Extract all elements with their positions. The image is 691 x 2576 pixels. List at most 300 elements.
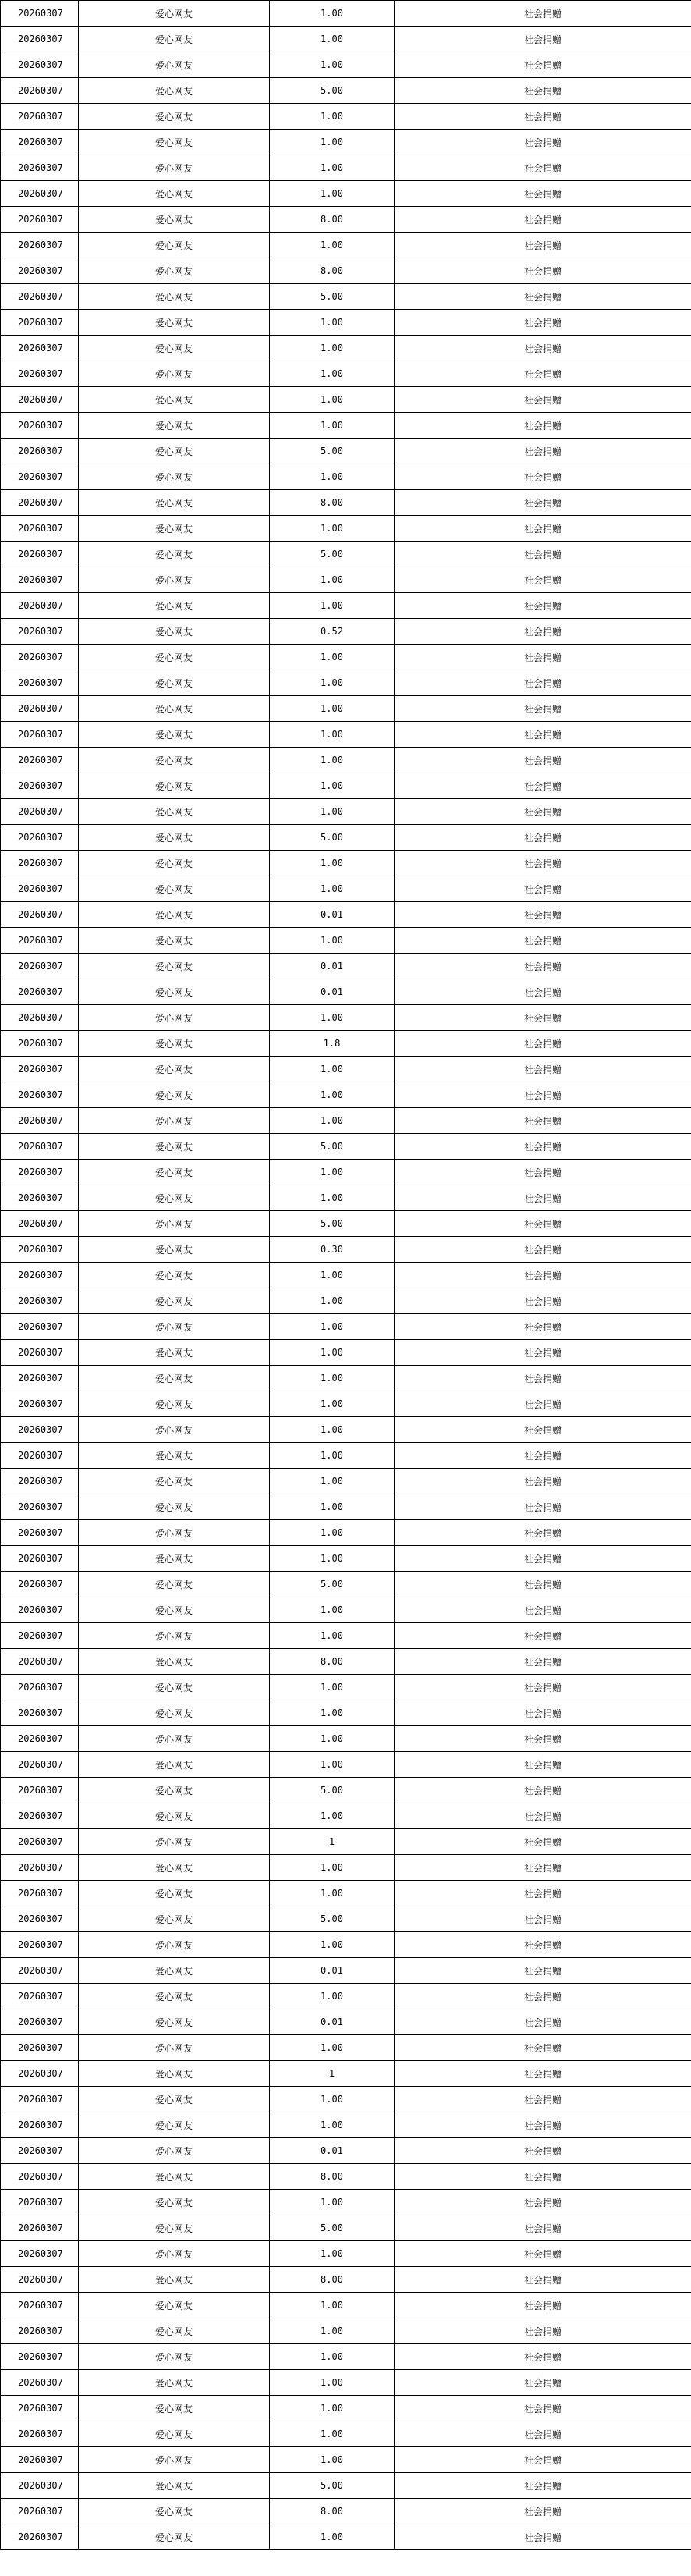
amount-cell: 1.00 xyxy=(270,1108,395,1134)
table-row xyxy=(1,876,691,902)
type-cell: 社会捐赠 xyxy=(395,361,691,387)
table-row xyxy=(1,1778,691,1803)
donor-cell: 爱心网友 xyxy=(79,1469,270,1494)
table-row xyxy=(1,1546,691,1572)
table-row xyxy=(1,361,691,387)
table-row xyxy=(1,2241,691,2267)
table-row xyxy=(1,1649,691,1675)
donor-cell: 爱心网友 xyxy=(79,233,270,258)
donor-cell: 爱心网友 xyxy=(79,542,270,567)
type-cell: 社会捐赠 xyxy=(395,851,691,876)
donor-cell: 爱心网友 xyxy=(79,2499,270,2524)
type-cell: 社会捐赠 xyxy=(395,1185,691,1211)
date-cell: 20260307 xyxy=(1,696,79,722)
date-cell: 20260307 xyxy=(1,851,79,876)
date-cell: 20260307 xyxy=(1,593,79,619)
donor-cell: 爱心网友 xyxy=(79,1855,270,1881)
amount-cell: 1.00 xyxy=(270,1185,395,1211)
type-cell: 社会捐赠 xyxy=(395,1700,691,1726)
amount-cell: 1.00 xyxy=(270,2112,395,2138)
table-row xyxy=(1,670,691,696)
date-cell: 20260307 xyxy=(1,2061,79,2087)
donor-cell: 爱心网友 xyxy=(79,1,270,27)
amount-cell: 1.00 xyxy=(270,696,395,722)
type-cell: 社会捐赠 xyxy=(395,2267,691,2293)
amount-cell: 5.00 xyxy=(270,78,395,104)
table-row xyxy=(1,310,691,336)
table-row xyxy=(1,1829,691,1855)
donor-cell: 爱心网友 xyxy=(79,1546,270,1572)
donor-cell: 爱心网友 xyxy=(79,851,270,876)
type-cell: 社会捐赠 xyxy=(395,1237,691,1263)
date-cell: 20260307 xyxy=(1,1160,79,1185)
date-cell: 20260307 xyxy=(1,490,79,516)
table-row xyxy=(1,2061,691,2087)
donor-cell: 爱心网友 xyxy=(79,1263,270,1288)
amount-cell: 1.00 xyxy=(270,1752,395,1778)
donor-cell: 爱心网友 xyxy=(79,1597,270,1623)
donor-cell: 爱心网友 xyxy=(79,593,270,619)
type-cell: 社会捐赠 xyxy=(395,825,691,851)
type-cell: 社会捐赠 xyxy=(395,181,691,207)
type-cell: 社会捐赠 xyxy=(395,1778,691,1803)
table-row xyxy=(1,542,691,567)
amount-cell: 1.00 xyxy=(270,851,395,876)
table-row xyxy=(1,1340,691,1366)
date-cell: 20260307 xyxy=(1,1263,79,1288)
date-cell: 20260307 xyxy=(1,2370,79,2396)
donor-cell: 爱心网友 xyxy=(79,464,270,490)
donor-cell: 爱心网友 xyxy=(79,1520,270,1546)
table-row xyxy=(1,104,691,130)
table-row xyxy=(1,1288,691,1314)
table-row xyxy=(1,1623,691,1649)
amount-cell: 1.00 xyxy=(270,1984,395,2009)
amount-cell: 0.01 xyxy=(270,1958,395,1984)
date-cell: 20260307 xyxy=(1,207,79,233)
amount-cell: 1.00 xyxy=(270,155,395,181)
type-cell: 社会捐赠 xyxy=(395,1906,691,1932)
type-cell: 社会捐赠 xyxy=(395,258,691,284)
amount-cell: 5.00 xyxy=(270,284,395,310)
type-cell: 社会捐赠 xyxy=(395,902,691,928)
amount-cell: 1.00 xyxy=(270,2524,395,2550)
donor-cell: 爱心网友 xyxy=(79,954,270,979)
date-cell: 20260307 xyxy=(1,1005,79,1031)
type-cell: 社会捐赠 xyxy=(395,1623,691,1649)
date-cell: 20260307 xyxy=(1,2035,79,2061)
type-cell: 社会捐赠 xyxy=(395,2241,691,2267)
type-cell: 社会捐赠 xyxy=(395,696,691,722)
amount-cell: 1.00 xyxy=(270,670,395,696)
date-cell: 20260307 xyxy=(1,979,79,1005)
table-row xyxy=(1,2396,691,2421)
type-cell: 社会捐赠 xyxy=(395,2421,691,2447)
date-cell: 20260307 xyxy=(1,233,79,258)
table-row xyxy=(1,1314,691,1340)
donation-table-body xyxy=(1,1,691,2550)
amount-cell: 1.00 xyxy=(270,310,395,336)
date-cell: 20260307 xyxy=(1,1391,79,1417)
amount-cell: 1.00 xyxy=(270,2293,395,2318)
amount-cell: 0.52 xyxy=(270,619,395,645)
date-cell: 20260307 xyxy=(1,336,79,361)
date-cell: 20260307 xyxy=(1,104,79,130)
type-cell: 社会捐赠 xyxy=(395,2318,691,2344)
type-cell: 社会捐赠 xyxy=(395,1881,691,1906)
amount-cell: 0.01 xyxy=(270,2138,395,2164)
donor-cell: 爱心网友 xyxy=(79,181,270,207)
date-cell: 20260307 xyxy=(1,2473,79,2499)
donor-cell: 爱心网友 xyxy=(79,1160,270,1185)
date-cell: 20260307 xyxy=(1,1984,79,2009)
type-cell: 社会捐赠 xyxy=(395,1082,691,1108)
date-cell: 20260307 xyxy=(1,1211,79,1237)
amount-cell: 1.00 xyxy=(270,773,395,799)
date-cell: 20260307 xyxy=(1,1185,79,1211)
type-cell: 社会捐赠 xyxy=(395,27,691,52)
donor-cell: 爱心网友 xyxy=(79,876,270,902)
date-cell: 20260307 xyxy=(1,1520,79,1546)
donor-cell: 爱心网友 xyxy=(79,490,270,516)
table-row xyxy=(1,2112,691,2138)
table-row xyxy=(1,1958,691,1984)
amount-cell: 1.00 xyxy=(270,1855,395,1881)
date-cell: 20260307 xyxy=(1,387,79,413)
donor-cell: 爱心网友 xyxy=(79,1340,270,1366)
amount-cell: 5.00 xyxy=(270,2215,395,2241)
amount-cell: 1.00 xyxy=(270,1005,395,1031)
amount-cell: 1.00 xyxy=(270,1700,395,1726)
donor-cell: 爱心网友 xyxy=(79,1623,270,1649)
date-cell: 20260307 xyxy=(1,722,79,748)
date-cell: 20260307 xyxy=(1,1597,79,1623)
table-row xyxy=(1,2370,691,2396)
type-cell: 社会捐赠 xyxy=(395,1366,691,1391)
amount-cell: 1.00 xyxy=(270,876,395,902)
type-cell: 社会捐赠 xyxy=(395,155,691,181)
type-cell: 社会捐赠 xyxy=(395,130,691,155)
type-cell: 社会捐赠 xyxy=(395,310,691,336)
type-cell: 社会捐赠 xyxy=(395,773,691,799)
type-cell: 社会捐赠 xyxy=(395,464,691,490)
donor-cell: 爱心网友 xyxy=(79,2293,270,2318)
donor-cell: 爱心网友 xyxy=(79,130,270,155)
amount-cell: 1.00 xyxy=(270,2421,395,2447)
donor-cell: 爱心网友 xyxy=(79,155,270,181)
table-row xyxy=(1,979,691,1005)
table-row xyxy=(1,2215,691,2241)
table-row xyxy=(1,387,691,413)
date-cell: 20260307 xyxy=(1,155,79,181)
amount-cell: 1.00 xyxy=(270,748,395,773)
type-cell: 社会捐赠 xyxy=(395,2396,691,2421)
donor-cell: 爱心网友 xyxy=(79,2190,270,2215)
amount-cell: 0.01 xyxy=(270,2009,395,2035)
table-row xyxy=(1,130,691,155)
amount-cell: 1.00 xyxy=(270,1881,395,1906)
table-row xyxy=(1,2473,691,2499)
type-cell: 社会捐赠 xyxy=(395,2112,691,2138)
date-cell: 20260307 xyxy=(1,1469,79,1494)
date-cell: 20260307 xyxy=(1,1237,79,1263)
type-cell: 社会捐赠 xyxy=(395,1134,691,1160)
type-cell: 社会捐赠 xyxy=(395,645,691,670)
table-row xyxy=(1,1520,691,1546)
donor-cell: 爱心网友 xyxy=(79,27,270,52)
date-cell: 20260307 xyxy=(1,1340,79,1366)
type-cell: 社会捐赠 xyxy=(395,1855,691,1881)
table-row xyxy=(1,27,691,52)
type-cell: 社会捐赠 xyxy=(395,1932,691,1958)
table-row xyxy=(1,1211,691,1237)
donor-cell: 爱心网友 xyxy=(79,1984,270,2009)
amount-cell: 1.00 xyxy=(270,464,395,490)
donor-cell: 爱心网友 xyxy=(79,1211,270,1237)
amount-cell: 1.00 xyxy=(270,2318,395,2344)
amount-cell: 1.00 xyxy=(270,928,395,954)
type-cell: 社会捐赠 xyxy=(395,2344,691,2370)
type-cell: 社会捐赠 xyxy=(395,2447,691,2473)
type-cell: 社会捐赠 xyxy=(395,1649,691,1675)
type-cell: 社会捐赠 xyxy=(395,1520,691,1546)
type-cell: 社会捐赠 xyxy=(395,619,691,645)
donor-cell: 爱心网友 xyxy=(79,2473,270,2499)
amount-cell: 1.00 xyxy=(270,1082,395,1108)
table-row xyxy=(1,2318,691,2344)
type-cell: 社会捐赠 xyxy=(395,1829,691,1855)
type-cell: 社会捐赠 xyxy=(395,1340,691,1366)
donor-cell: 爱心网友 xyxy=(79,361,270,387)
type-cell: 社会捐赠 xyxy=(395,1494,691,1520)
donor-cell: 爱心网友 xyxy=(79,336,270,361)
table-row xyxy=(1,722,691,748)
date-cell: 20260307 xyxy=(1,52,79,78)
date-cell: 20260307 xyxy=(1,2318,79,2344)
type-cell: 社会捐赠 xyxy=(395,52,691,78)
table-row xyxy=(1,1881,691,1906)
type-cell: 社会捐赠 xyxy=(395,387,691,413)
type-cell: 社会捐赠 xyxy=(395,2370,691,2396)
donor-cell: 爱心网友 xyxy=(79,1932,270,1958)
donor-cell: 爱心网友 xyxy=(79,1391,270,1417)
donor-cell: 爱心网友 xyxy=(79,439,270,464)
type-cell: 社会捐赠 xyxy=(395,1108,691,1134)
table-row xyxy=(1,1469,691,1494)
table-row xyxy=(1,2447,691,2473)
date-cell: 20260307 xyxy=(1,1134,79,1160)
amount-cell: 1.00 xyxy=(270,1597,395,1623)
donor-cell: 爱心网友 xyxy=(79,2318,270,2344)
amount-cell: 1.00 xyxy=(270,1494,395,1520)
donor-cell: 爱心网友 xyxy=(79,1185,270,1211)
date-cell: 20260307 xyxy=(1,2215,79,2241)
amount-cell: 1.00 xyxy=(270,1160,395,1185)
date-cell: 20260307 xyxy=(1,78,79,104)
donor-cell: 爱心网友 xyxy=(79,1829,270,1855)
type-cell: 社会捐赠 xyxy=(395,1958,691,1984)
donor-cell: 爱心网友 xyxy=(79,1443,270,1469)
date-cell: 20260307 xyxy=(1,2164,79,2190)
amount-cell: 1.00 xyxy=(270,1469,395,1494)
amount-cell: 1.00 xyxy=(270,1263,395,1288)
table-row xyxy=(1,181,691,207)
donor-cell: 爱心网友 xyxy=(79,1675,270,1700)
date-cell: 20260307 xyxy=(1,2241,79,2267)
type-cell: 社会捐赠 xyxy=(395,1546,691,1572)
type-cell: 社会捐赠 xyxy=(395,1675,691,1700)
date-cell: 20260307 xyxy=(1,2524,79,2550)
table-row xyxy=(1,1366,691,1391)
amount-cell: 1.00 xyxy=(270,1726,395,1752)
type-cell: 社会捐赠 xyxy=(395,439,691,464)
donor-cell: 爱心网友 xyxy=(79,748,270,773)
type-cell: 社会捐赠 xyxy=(395,670,691,696)
amount-cell: 5.00 xyxy=(270,825,395,851)
table-row xyxy=(1,439,691,464)
donor-cell: 爱心网友 xyxy=(79,2164,270,2190)
date-cell: 20260307 xyxy=(1,928,79,954)
type-cell: 社会捐赠 xyxy=(395,954,691,979)
amount-cell: 1.00 xyxy=(270,2396,395,2421)
donor-cell: 爱心网友 xyxy=(79,1752,270,1778)
amount-cell: 1.00 xyxy=(270,2344,395,2370)
type-cell: 社会捐赠 xyxy=(395,1726,691,1752)
table-row xyxy=(1,1572,691,1597)
type-cell: 社会捐赠 xyxy=(395,104,691,130)
date-cell: 20260307 xyxy=(1,1546,79,1572)
date-cell: 20260307 xyxy=(1,1803,79,1829)
donor-cell: 爱心网友 xyxy=(79,1237,270,1263)
table-row xyxy=(1,825,691,851)
table-row xyxy=(1,2267,691,2293)
amount-cell: 1.00 xyxy=(270,2370,395,2396)
table-row xyxy=(1,748,691,773)
table-row xyxy=(1,1803,691,1829)
amount-cell: 5.00 xyxy=(270,1778,395,1803)
donor-cell: 爱心网友 xyxy=(79,1366,270,1391)
date-cell: 20260307 xyxy=(1,181,79,207)
date-cell: 20260307 xyxy=(1,413,79,439)
date-cell: 20260307 xyxy=(1,1057,79,1082)
date-cell: 20260307 xyxy=(1,1314,79,1340)
date-cell: 20260307 xyxy=(1,1675,79,1700)
amount-cell: 1.00 xyxy=(270,233,395,258)
date-cell: 20260307 xyxy=(1,645,79,670)
amount-cell: 1.00 xyxy=(270,2190,395,2215)
amount-cell: 1.00 xyxy=(270,1675,395,1700)
table-row xyxy=(1,1,691,27)
type-cell: 社会捐赠 xyxy=(395,2293,691,2318)
date-cell: 20260307 xyxy=(1,1752,79,1778)
type-cell: 社会捐赠 xyxy=(395,2190,691,2215)
table-row xyxy=(1,1263,691,1288)
amount-cell: 5.00 xyxy=(270,1572,395,1597)
amount-cell: 1.00 xyxy=(270,104,395,130)
type-cell: 社会捐赠 xyxy=(395,284,691,310)
type-cell: 社会捐赠 xyxy=(395,2473,691,2499)
table-row xyxy=(1,954,691,979)
type-cell: 社会捐赠 xyxy=(395,1031,691,1057)
table-row xyxy=(1,1160,691,1185)
type-cell: 社会捐赠 xyxy=(395,593,691,619)
amount-cell: 1.00 xyxy=(270,567,395,593)
table-row xyxy=(1,1237,691,1263)
type-cell: 社会捐赠 xyxy=(395,1314,691,1340)
amount-cell: 0.30 xyxy=(270,1237,395,1263)
type-cell: 社会捐赠 xyxy=(395,1572,691,1597)
type-cell: 社会捐赠 xyxy=(395,2009,691,2035)
amount-cell: 1.00 xyxy=(270,593,395,619)
donor-cell: 爱心网友 xyxy=(79,825,270,851)
donor-cell: 爱心网友 xyxy=(79,1288,270,1314)
date-cell: 20260307 xyxy=(1,1829,79,1855)
donor-cell: 爱心网友 xyxy=(79,979,270,1005)
type-cell: 社会捐赠 xyxy=(395,567,691,593)
type-cell: 社会捐赠 xyxy=(395,516,691,542)
amount-cell: 1.00 xyxy=(270,1340,395,1366)
donor-cell: 爱心网友 xyxy=(79,1134,270,1160)
date-cell: 20260307 xyxy=(1,2344,79,2370)
type-cell: 社会捐赠 xyxy=(395,1752,691,1778)
donor-cell: 爱心网友 xyxy=(79,1906,270,1932)
donor-cell: 爱心网友 xyxy=(79,2138,270,2164)
amount-cell: 1.00 xyxy=(270,1314,395,1340)
type-cell: 社会捐赠 xyxy=(395,78,691,104)
type-cell: 社会捐赠 xyxy=(395,2138,691,2164)
date-cell: 20260307 xyxy=(1,130,79,155)
table-row xyxy=(1,1108,691,1134)
table-row xyxy=(1,1726,691,1752)
amount-cell: 5.00 xyxy=(270,1906,395,1932)
donor-cell: 爱心网友 xyxy=(79,1958,270,1984)
type-cell: 社会捐赠 xyxy=(395,722,691,748)
type-cell: 社会捐赠 xyxy=(395,1417,691,1443)
donor-cell: 爱心网友 xyxy=(79,1082,270,1108)
table-row xyxy=(1,2035,691,2061)
donor-cell: 爱心网友 xyxy=(79,2396,270,2421)
date-cell: 20260307 xyxy=(1,1881,79,1906)
date-cell: 20260307 xyxy=(1,670,79,696)
table-row xyxy=(1,2164,691,2190)
type-cell: 社会捐赠 xyxy=(395,748,691,773)
donor-cell: 爱心网友 xyxy=(79,516,270,542)
type-cell: 社会捐赠 xyxy=(395,2087,691,2112)
table-row xyxy=(1,1134,691,1160)
donor-cell: 爱心网友 xyxy=(79,1314,270,1340)
donor-cell: 爱心网友 xyxy=(79,413,270,439)
table-row xyxy=(1,258,691,284)
amount-cell: 1.00 xyxy=(270,181,395,207)
date-cell: 20260307 xyxy=(1,1855,79,1881)
table-row xyxy=(1,645,691,670)
donor-cell: 爱心网友 xyxy=(79,2447,270,2473)
type-cell: 社会捐赠 xyxy=(395,799,691,825)
date-cell: 20260307 xyxy=(1,799,79,825)
donor-cell: 爱心网友 xyxy=(79,104,270,130)
date-cell: 20260307 xyxy=(1,1031,79,1057)
amount-cell: 1.00 xyxy=(270,799,395,825)
amount-cell: 1.00 xyxy=(270,336,395,361)
amount-cell: 1.00 xyxy=(270,361,395,387)
type-cell: 社会捐赠 xyxy=(395,1597,691,1623)
amount-cell: 1.00 xyxy=(270,413,395,439)
amount-cell: 1.00 xyxy=(270,645,395,670)
amount-cell: 1.00 xyxy=(270,2447,395,2473)
table-row xyxy=(1,336,691,361)
date-cell: 20260307 xyxy=(1,361,79,387)
table-row xyxy=(1,696,691,722)
